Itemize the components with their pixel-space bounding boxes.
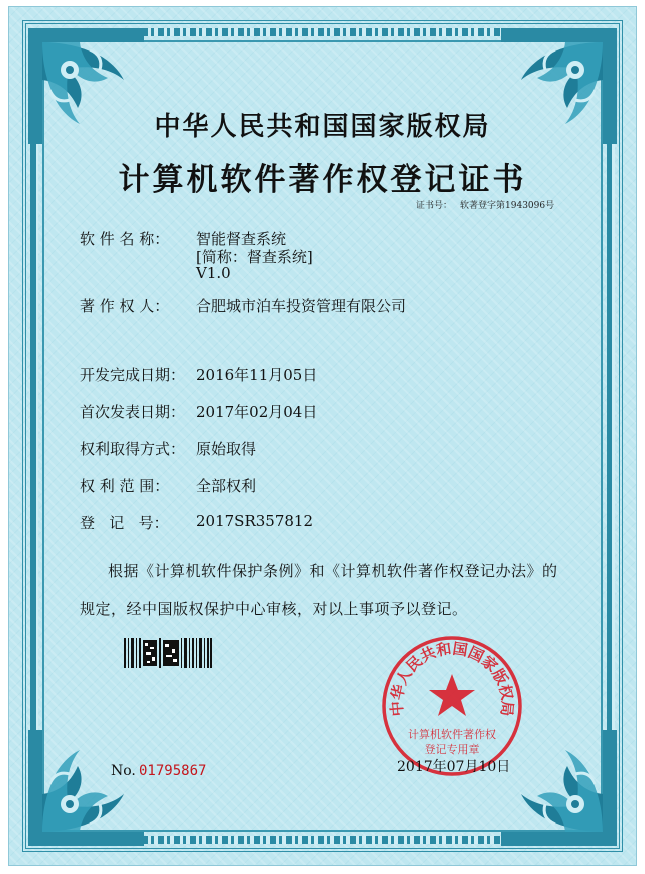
software-version: V1.0 bbox=[196, 264, 231, 282]
statement-line-2: 规定，经中国版权保护中心审核，对以上事项予以登记。 bbox=[80, 600, 468, 618]
barcode-image bbox=[124, 638, 212, 668]
certificate-number-value: 软著登字第1943096号 bbox=[460, 201, 555, 211]
acquire-method-label: 权利取得方式： bbox=[80, 440, 186, 458]
rights-scope-value: 全部权利 bbox=[196, 477, 257, 495]
statement-line-1: 根据《计算机软件保护条例》和《计算机软件著作权登记办法》的 bbox=[108, 562, 558, 580]
publish-date-value: 2017年02月04日 bbox=[196, 403, 318, 421]
dev-date-label: 开发完成日期： bbox=[80, 366, 186, 384]
serial-number-label: No. bbox=[111, 763, 136, 779]
serial-number-value: 01795867 bbox=[139, 763, 207, 779]
owner-value: 合肥城市泊车投资管理有限公司 bbox=[196, 297, 407, 315]
registration-number-value: 2017SR357812 bbox=[196, 512, 314, 530]
owner-label: 著 作 权 人： bbox=[80, 297, 170, 315]
seal-line-2: 登记专用章 bbox=[424, 743, 480, 756]
certificate-number bbox=[416, 198, 554, 211]
dev-date-value: 2016年11月05日 bbox=[196, 366, 318, 384]
certificate-number-label: 证书号： bbox=[416, 201, 453, 211]
certificate-title: 计算机软件著作权登记证书 bbox=[118, 162, 527, 198]
rights-scope-label: 权 利 范 围： bbox=[80, 477, 170, 495]
software-name-value: 智能督查系统 bbox=[196, 230, 287, 248]
software-short-name: [简称：督查系统] bbox=[196, 248, 313, 266]
seal-arc-textpath: 中华人民共和国国家版权局 bbox=[387, 639, 517, 717]
issuer-title: 中华人民共和国国家版权局 bbox=[154, 112, 491, 142]
acquire-method-value: 原始取得 bbox=[196, 440, 257, 458]
registration-number-label: 登 记 号： bbox=[80, 514, 169, 532]
software-name-label: 软 件 名 称： bbox=[80, 230, 170, 248]
issue-date: 2017年07月10日 bbox=[397, 759, 511, 775]
seal-star-icon bbox=[429, 674, 475, 716]
seal-line-1: 计算机软件著作权 bbox=[408, 728, 496, 741]
corner-ornament-bottom-left bbox=[20, 722, 152, 854]
publish-date-label: 首次发表日期： bbox=[80, 403, 186, 421]
